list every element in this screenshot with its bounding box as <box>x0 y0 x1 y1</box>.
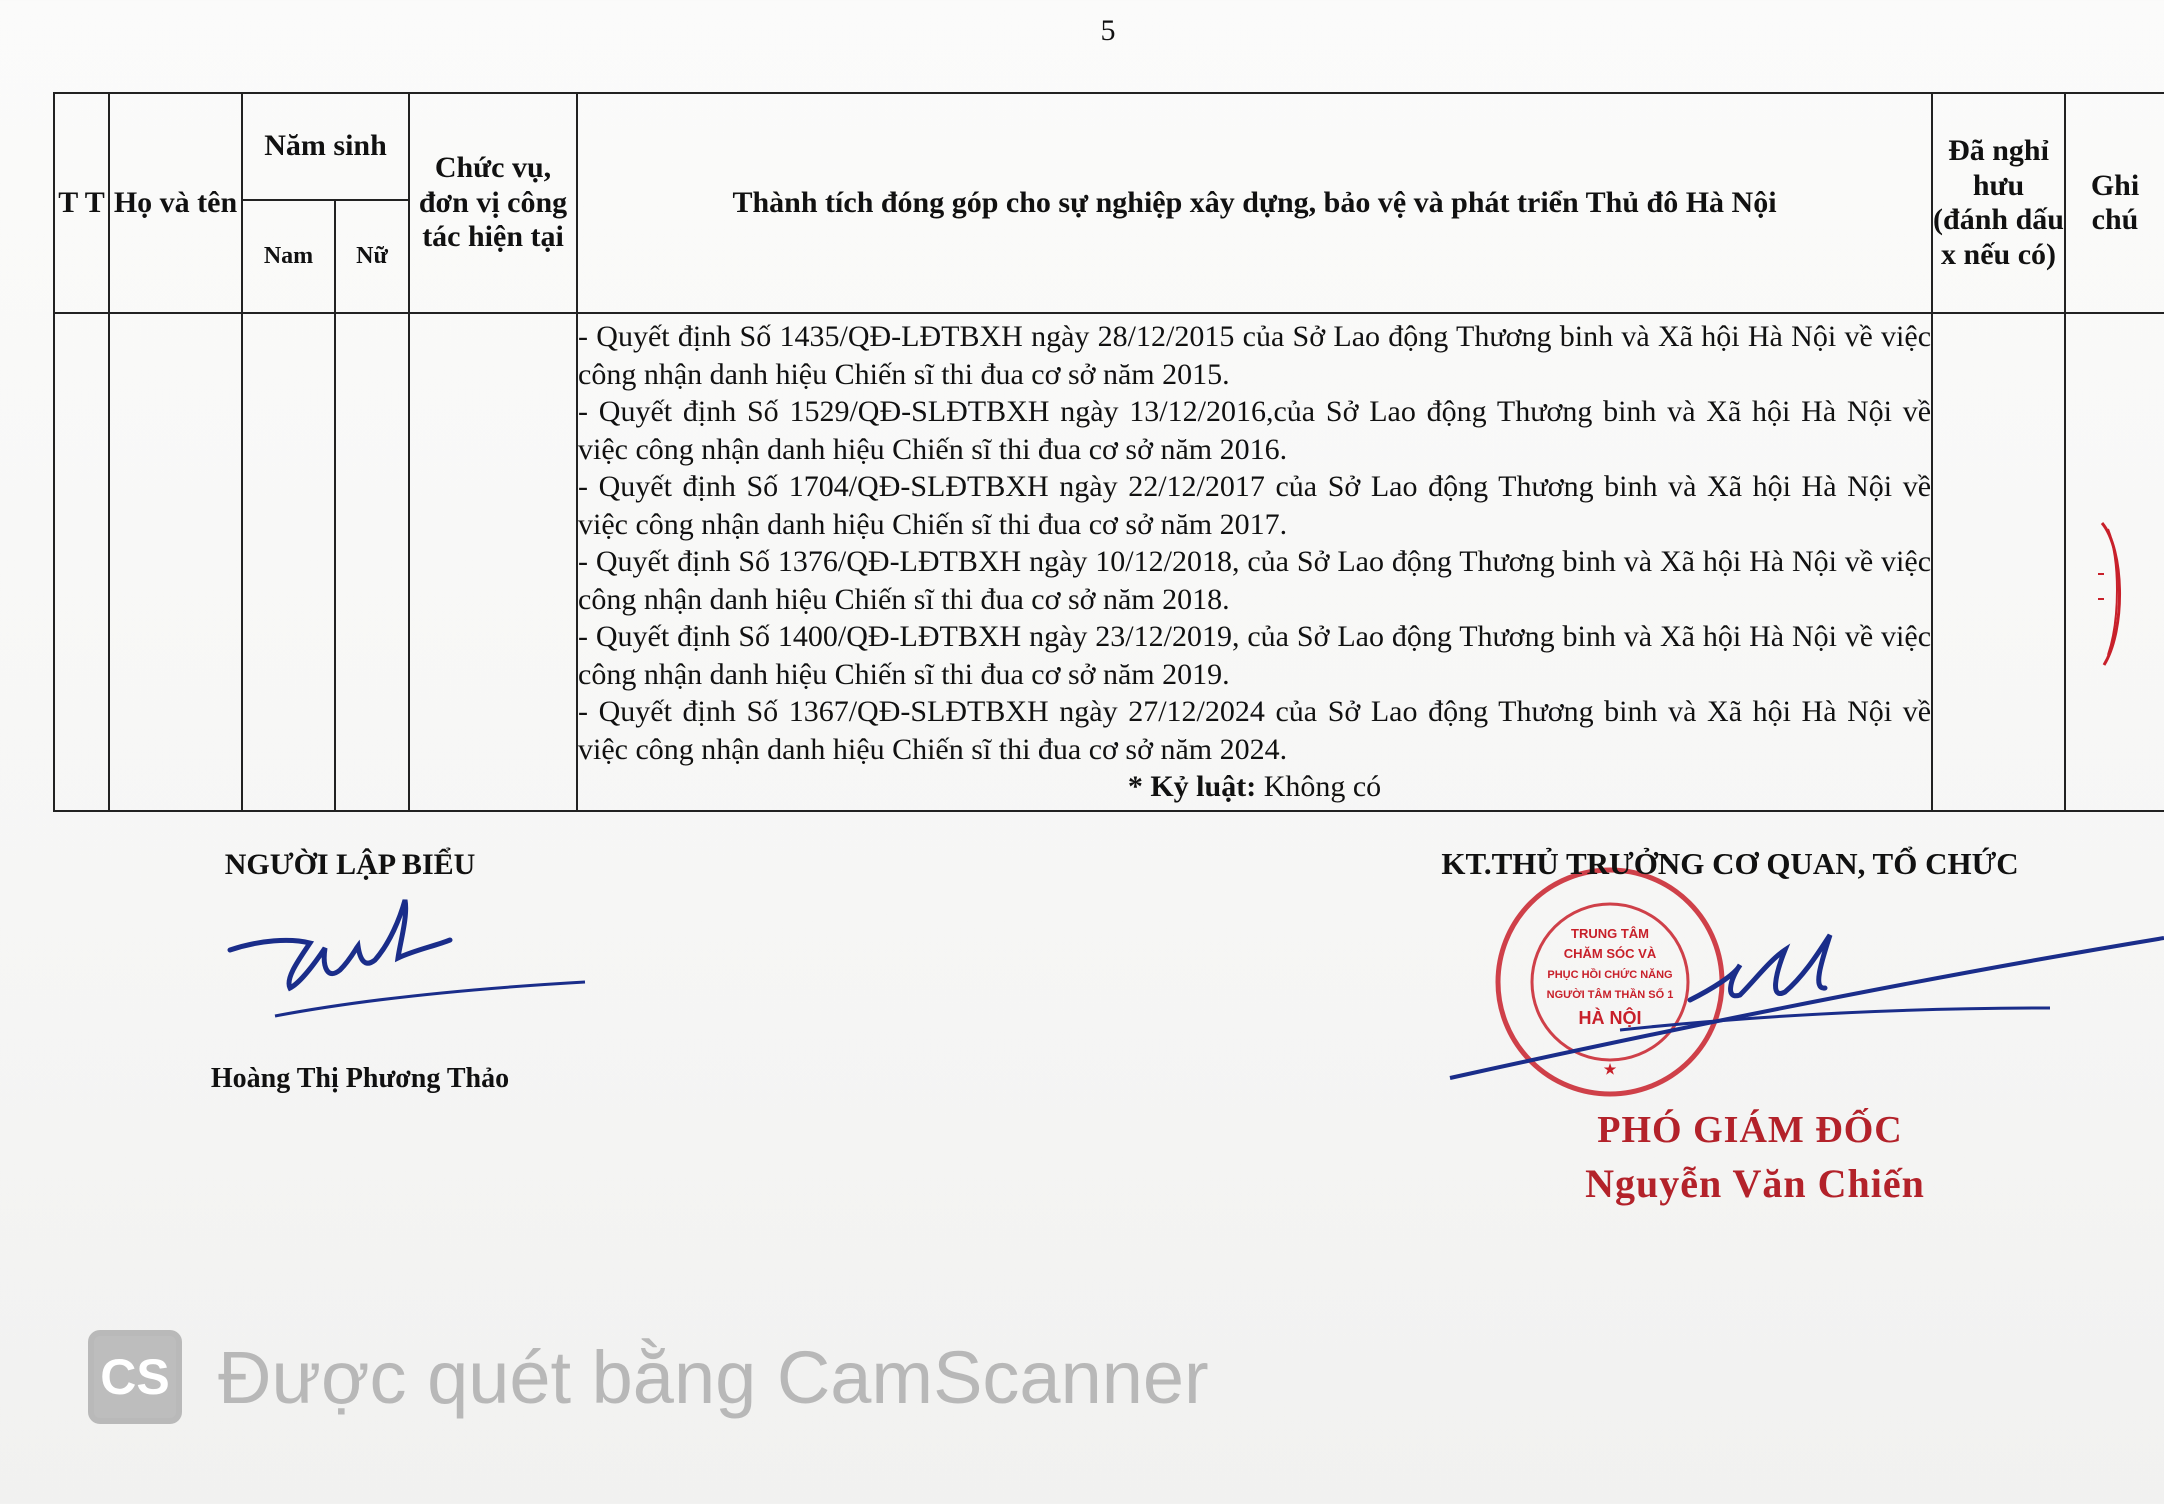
red-ink-mark-icon <box>2094 519 2134 669</box>
achievement-entry: - Quyết định Số 1367/QĐ-SLĐTBXH ngày 27/12/2024 của Sở Lao động Thương binh và Xã hội Hà Nội về việc công nhận danh hiệu Chiến sĩ thi đua cơ sở năm 2024. <box>578 695 1932 766</box>
achievement-entry: - Quyết định Số 1704/QĐ-SLĐTBXH ngày 22/12/2017 của Sở Lao động Thương binh và Xã hội Hà Nội về việc công nhận danh hiệu Chiến sĩ thi đua cơ sở năm 2017. <box>578 470 1932 541</box>
table-row <box>54 313 2164 811</box>
page-number: 5 <box>1100 14 1116 47</box>
preparer-name: Hoàng Thị Phương Thảo <box>210 1063 510 1094</box>
header-male: Nam <box>242 200 335 313</box>
header-tt: T T <box>54 93 109 313</box>
camscanner-watermark <box>88 1330 1209 1424</box>
camscanner-text: Được quét bằng CamScanner <box>218 1335 1209 1419</box>
head-name: Nguyễn Văn Chiến <box>1585 1161 1925 1206</box>
cell-position <box>409 313 577 811</box>
svg-text:★: ★ <box>1603 1061 1617 1077</box>
discipline-value: Không có <box>1263 770 1382 804</box>
stamp-line: NGƯỜI TÂM THẦN SỐ 1 <box>1546 989 1674 1001</box>
header-name: Họ và tên <box>109 93 242 313</box>
stamp-line: CHĂM SÓC VÀ <box>1563 946 1657 961</box>
cell-tt <box>54 313 109 811</box>
header-achievements: Thành tích đóng góp cho sự nghiệp xây dựng, bảo vệ và phát triển Thủ đô Hà Nội <box>577 93 1932 313</box>
cell-male <box>242 313 335 811</box>
cell-name <box>109 313 242 811</box>
head-signature-icon <box>1440 880 2164 1110</box>
head-position: PHÓ GIÁM ĐỐC <box>1597 1109 1903 1151</box>
stamp-line: HÀ NỘI <box>1578 1008 1642 1028</box>
cell-female <box>335 313 409 811</box>
achievement-table <box>53 92 2164 812</box>
stamp-line: TRUNG TÂM <box>1571 926 1649 941</box>
achievement-entry: - Quyết định Số 1376/QĐ-LĐTBXH ngày 10/12/2018, của Sở Lao động Thương binh và Xã hội Hà Nội về việc công nhận danh hiệu Chiến sĩ thi đua cơ sở năm 2018. <box>578 545 1932 616</box>
achievement-entry: - Quyết định Số 1400/QĐ-LĐTBXH ngày 23/12/2019, của Sở Lao động Thương binh và Xã hội Hà Nội về việc công nhận danh hiệu Chiến sĩ thi đua cơ sở năm 2019. <box>578 620 1932 691</box>
header-notes: Ghi chú <box>2065 93 2164 313</box>
achievement-entry: - Quyết định Số 1529/QĐ-SLĐTBXH ngày 13/12/2016,của Sở Lao động Thương binh và Xã hội Hà Nội về việc công nhận danh hiệu Chiến sĩ thi đua cơ sở năm 2016. <box>578 395 1932 466</box>
camscanner-logo-icon: CS <box>88 1330 182 1424</box>
discipline-line <box>578 768 1931 806</box>
cell-achievements <box>577 313 1932 811</box>
head-title: KT.THỦ TRƯỞNG CƠ QUAN, TỔ CHỨC <box>1441 846 2019 881</box>
stamp-line: PHỤC HỒI CHỨC NĂNG <box>1547 969 1673 981</box>
preparer-title: NGƯỜI LẬP BIỂU <box>224 848 476 881</box>
discipline-label: * Kỷ luật: <box>1127 770 1257 804</box>
cell-retired <box>1932 313 2065 811</box>
cell-notes <box>2065 313 2164 811</box>
header-position: Chức vụ, đơn vị công tác hiện tại <box>409 93 577 313</box>
achievement-entry: - Quyết định Số 1435/QĐ-LĐTBXH ngày 28/12/2015 của Sở Lao động Thương binh và Xã hội Hà Nội về việc công nhận danh hiệu Chiến sĩ thi đua cơ sở năm 2015. <box>578 320 1932 391</box>
header-birth-year: Năm sinh <box>242 93 409 200</box>
preparer-signature-icon <box>200 888 600 1028</box>
header-retired: Đã nghỉ hưu (đánh dấu x nếu có) <box>1932 93 2065 313</box>
header-female: Nữ <box>335 200 409 313</box>
